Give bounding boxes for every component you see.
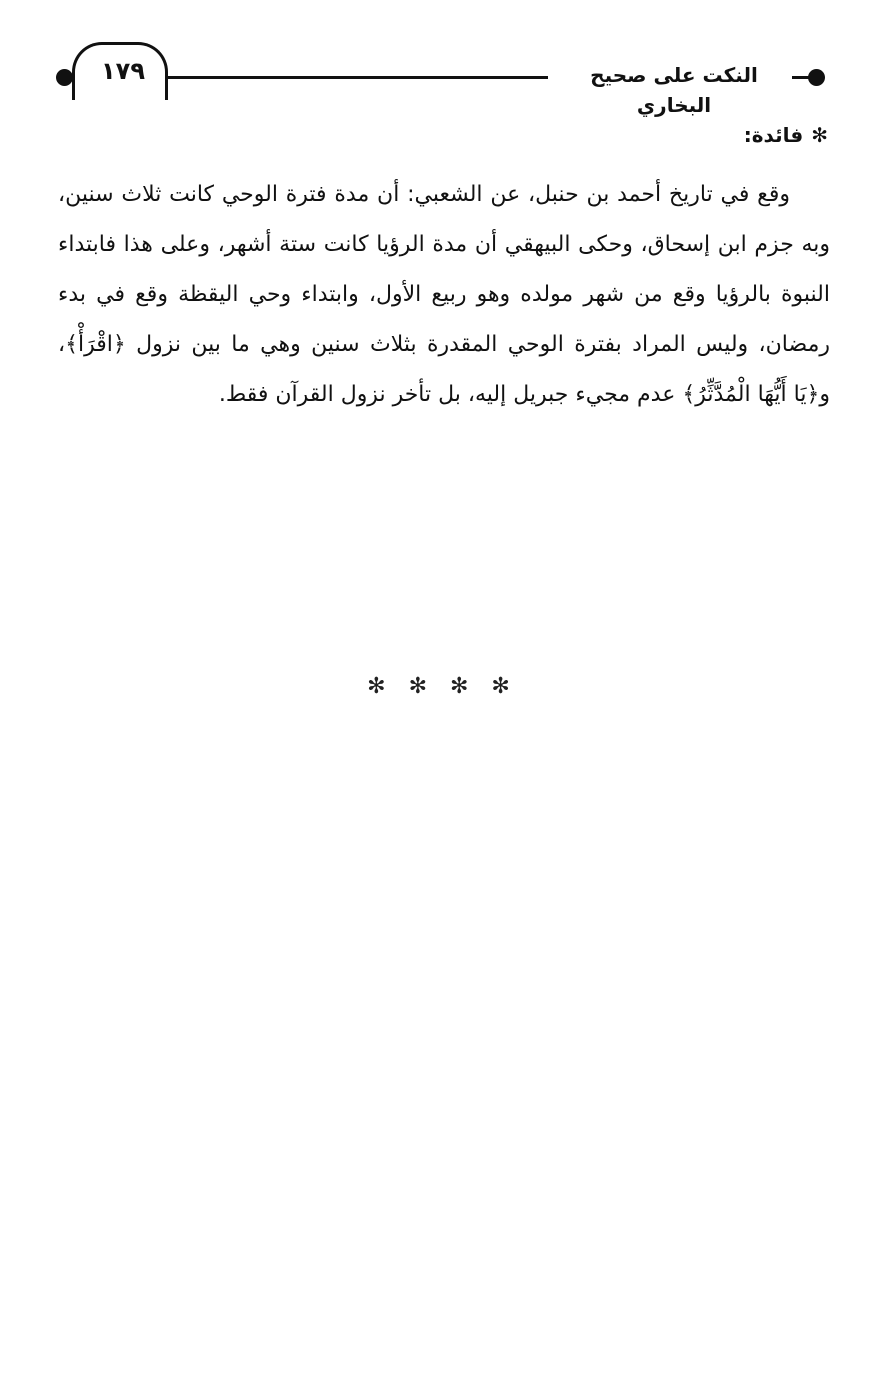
section-heading-text: فائدة:	[743, 123, 804, 147]
asterisk-flower-icon: ✻	[811, 123, 828, 147]
section-heading	[744, 120, 828, 150]
page-number-frame	[72, 42, 168, 100]
body-paragraph-text: وقع في تاريخ أحمد بن حنبل، عن الشعبي: أن مدة فترة الوحي كانت ثلاث سنين، وبه جزم ابن إسحاق، وحكى البيهقي أن مدة الرؤيا كانت ستة أشهر، وعلى هذا فابتداء النبوة بالرؤيا وقع من شهر مولده وهو ربيع الأول، وابتداء وحي اليقظة وقع في بدء رمضان، وليس المراد بفترة الوحي المقدرة بثلاث سنين وهي ما بين نزول ﴿اقْرَأْ﴾، و﴿يَا أَيُّهَا الْمُدَّثِّرُ﴾ عدم مجيء جبريل إليه، بل تأخر نزول القرآن فقط.	[58, 182, 830, 407]
page-header	[0, 0, 885, 117]
header-dot-right	[808, 69, 825, 86]
body-paragraph	[58, 170, 830, 420]
section-separator: ✻ ✻ ✻ ✻	[367, 674, 518, 699]
running-title: النكت على صحيح البخاري	[590, 63, 758, 117]
page-number: ١٧٩	[101, 57, 145, 85]
